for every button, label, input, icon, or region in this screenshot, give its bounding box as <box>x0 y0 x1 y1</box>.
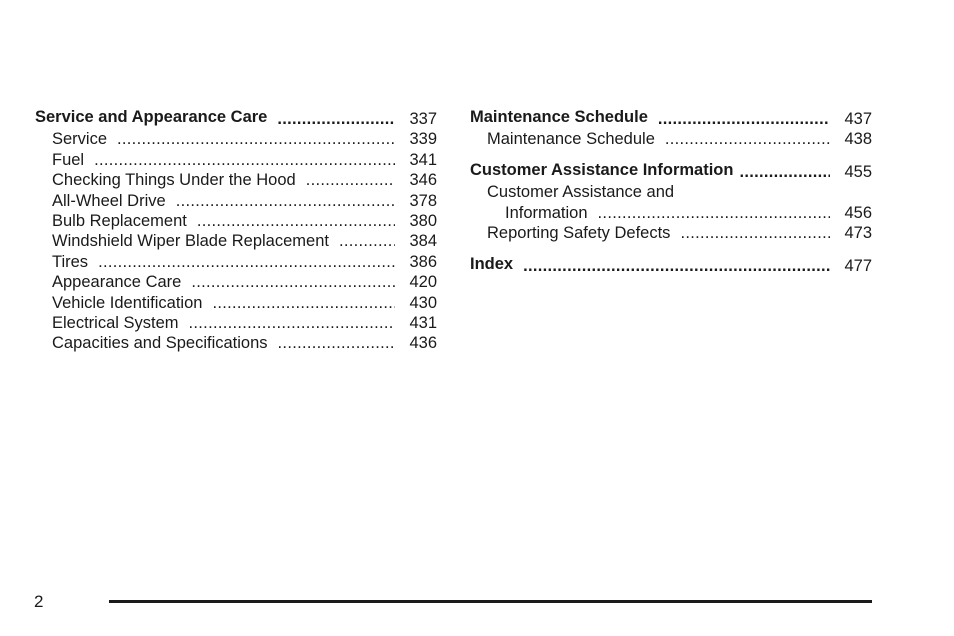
dot-leader <box>277 109 395 129</box>
toc-page-number: 346 <box>409 171 437 190</box>
toc-item-label: Appearance Care <box>52 273 182 292</box>
toc-page-number: 386 <box>409 252 437 271</box>
dot-leader <box>339 231 395 251</box>
toc-page-number: 455 <box>844 162 872 181</box>
toc-item[interactable] <box>35 191 437 211</box>
toc-page-number: 431 <box>409 314 437 333</box>
toc-item-label: Maintenance Schedule <box>487 130 655 149</box>
toc-right-column <box>470 109 872 277</box>
toc-page-number: 420 <box>409 273 437 292</box>
toc-page-number: 436 <box>409 334 437 353</box>
toc-item-label: Reporting Safety Defects <box>487 224 671 243</box>
toc-item[interactable] <box>35 272 437 292</box>
toc-item[interactable] <box>470 223 872 243</box>
toc-item[interactable] <box>470 129 872 149</box>
toc-item[interactable] <box>35 252 437 272</box>
dot-leader <box>278 333 395 353</box>
dot-leader <box>306 170 395 190</box>
dot-leader <box>212 293 395 313</box>
toc-page-number: 384 <box>409 232 437 251</box>
toc-item-label: Information <box>505 203 588 222</box>
dot-leader <box>98 252 395 272</box>
toc-page-number: 339 <box>409 130 437 149</box>
dot-leader <box>739 162 830 182</box>
toc-item-label: Bulb Replacement <box>52 212 187 231</box>
dot-leader <box>598 203 830 223</box>
dot-leader <box>94 150 395 170</box>
toc-item-label: Fuel <box>52 150 85 169</box>
toc-item[interactable] <box>35 211 437 231</box>
toc-page-number: 473 <box>844 224 872 243</box>
dot-leader <box>191 272 395 292</box>
toc-section-index[interactable] <box>470 256 872 276</box>
toc-item[interactable] <box>35 170 437 190</box>
toc-item-label: Vehicle Identification <box>52 293 203 312</box>
toc-item-label: All-Wheel Drive <box>52 191 166 210</box>
toc-item-label: Electrical System <box>52 314 179 333</box>
dot-leader <box>523 256 830 276</box>
toc-item-label-line1: Customer Assistance and <box>487 183 675 202</box>
dot-leader <box>176 191 395 211</box>
toc-item-label: Checking Things Under the Hood <box>52 171 296 190</box>
toc-page-number: 378 <box>409 191 437 210</box>
toc-page-number: 477 <box>844 257 872 276</box>
dot-leader <box>197 211 395 231</box>
toc-page-number: 337 <box>409 110 437 128</box>
footer-rule <box>109 600 872 603</box>
toc-section-label: Customer Assistance Information <box>470 160 734 179</box>
toc-page-number: 456 <box>844 203 872 222</box>
page-number: 2 <box>34 592 44 611</box>
toc-section-label: Index <box>470 255 514 274</box>
toc-section-customer-assistance[interactable] <box>470 162 872 182</box>
toc-page-number: 341 <box>409 150 437 169</box>
toc-item[interactable] <box>470 203 872 223</box>
toc-section-service-appearance[interactable] <box>35 109 437 129</box>
dot-leader <box>189 313 395 333</box>
toc-page-number: 438 <box>844 130 872 149</box>
toc-item-label: Capacities and Specifications <box>52 334 268 353</box>
toc-item[interactable] <box>35 293 437 313</box>
toc-item[interactable] <box>35 313 437 333</box>
toc-item[interactable] <box>35 129 437 149</box>
toc-item[interactable] <box>35 150 437 170</box>
toc-section-maintenance-schedule[interactable] <box>470 109 872 129</box>
toc-page-number: 430 <box>409 293 437 312</box>
toc-item-label: Tires <box>52 252 89 271</box>
dot-leader <box>680 223 830 243</box>
toc-item[interactable] <box>35 231 437 251</box>
toc-item[interactable] <box>35 333 437 353</box>
toc-item-label: Service <box>52 130 108 149</box>
toc-item-label: Windshield Wiper Blade Replacement <box>52 232 329 251</box>
toc-section-label: Maintenance Schedule <box>470 108 648 126</box>
dot-leader <box>117 129 395 149</box>
toc-page-number: 437 <box>844 110 872 128</box>
toc-left-column <box>35 109 437 354</box>
toc-section-label: Service and Appearance Care <box>35 108 268 126</box>
dot-leader <box>665 129 830 149</box>
dot-leader <box>658 109 830 129</box>
toc-page-number: 380 <box>409 212 437 231</box>
